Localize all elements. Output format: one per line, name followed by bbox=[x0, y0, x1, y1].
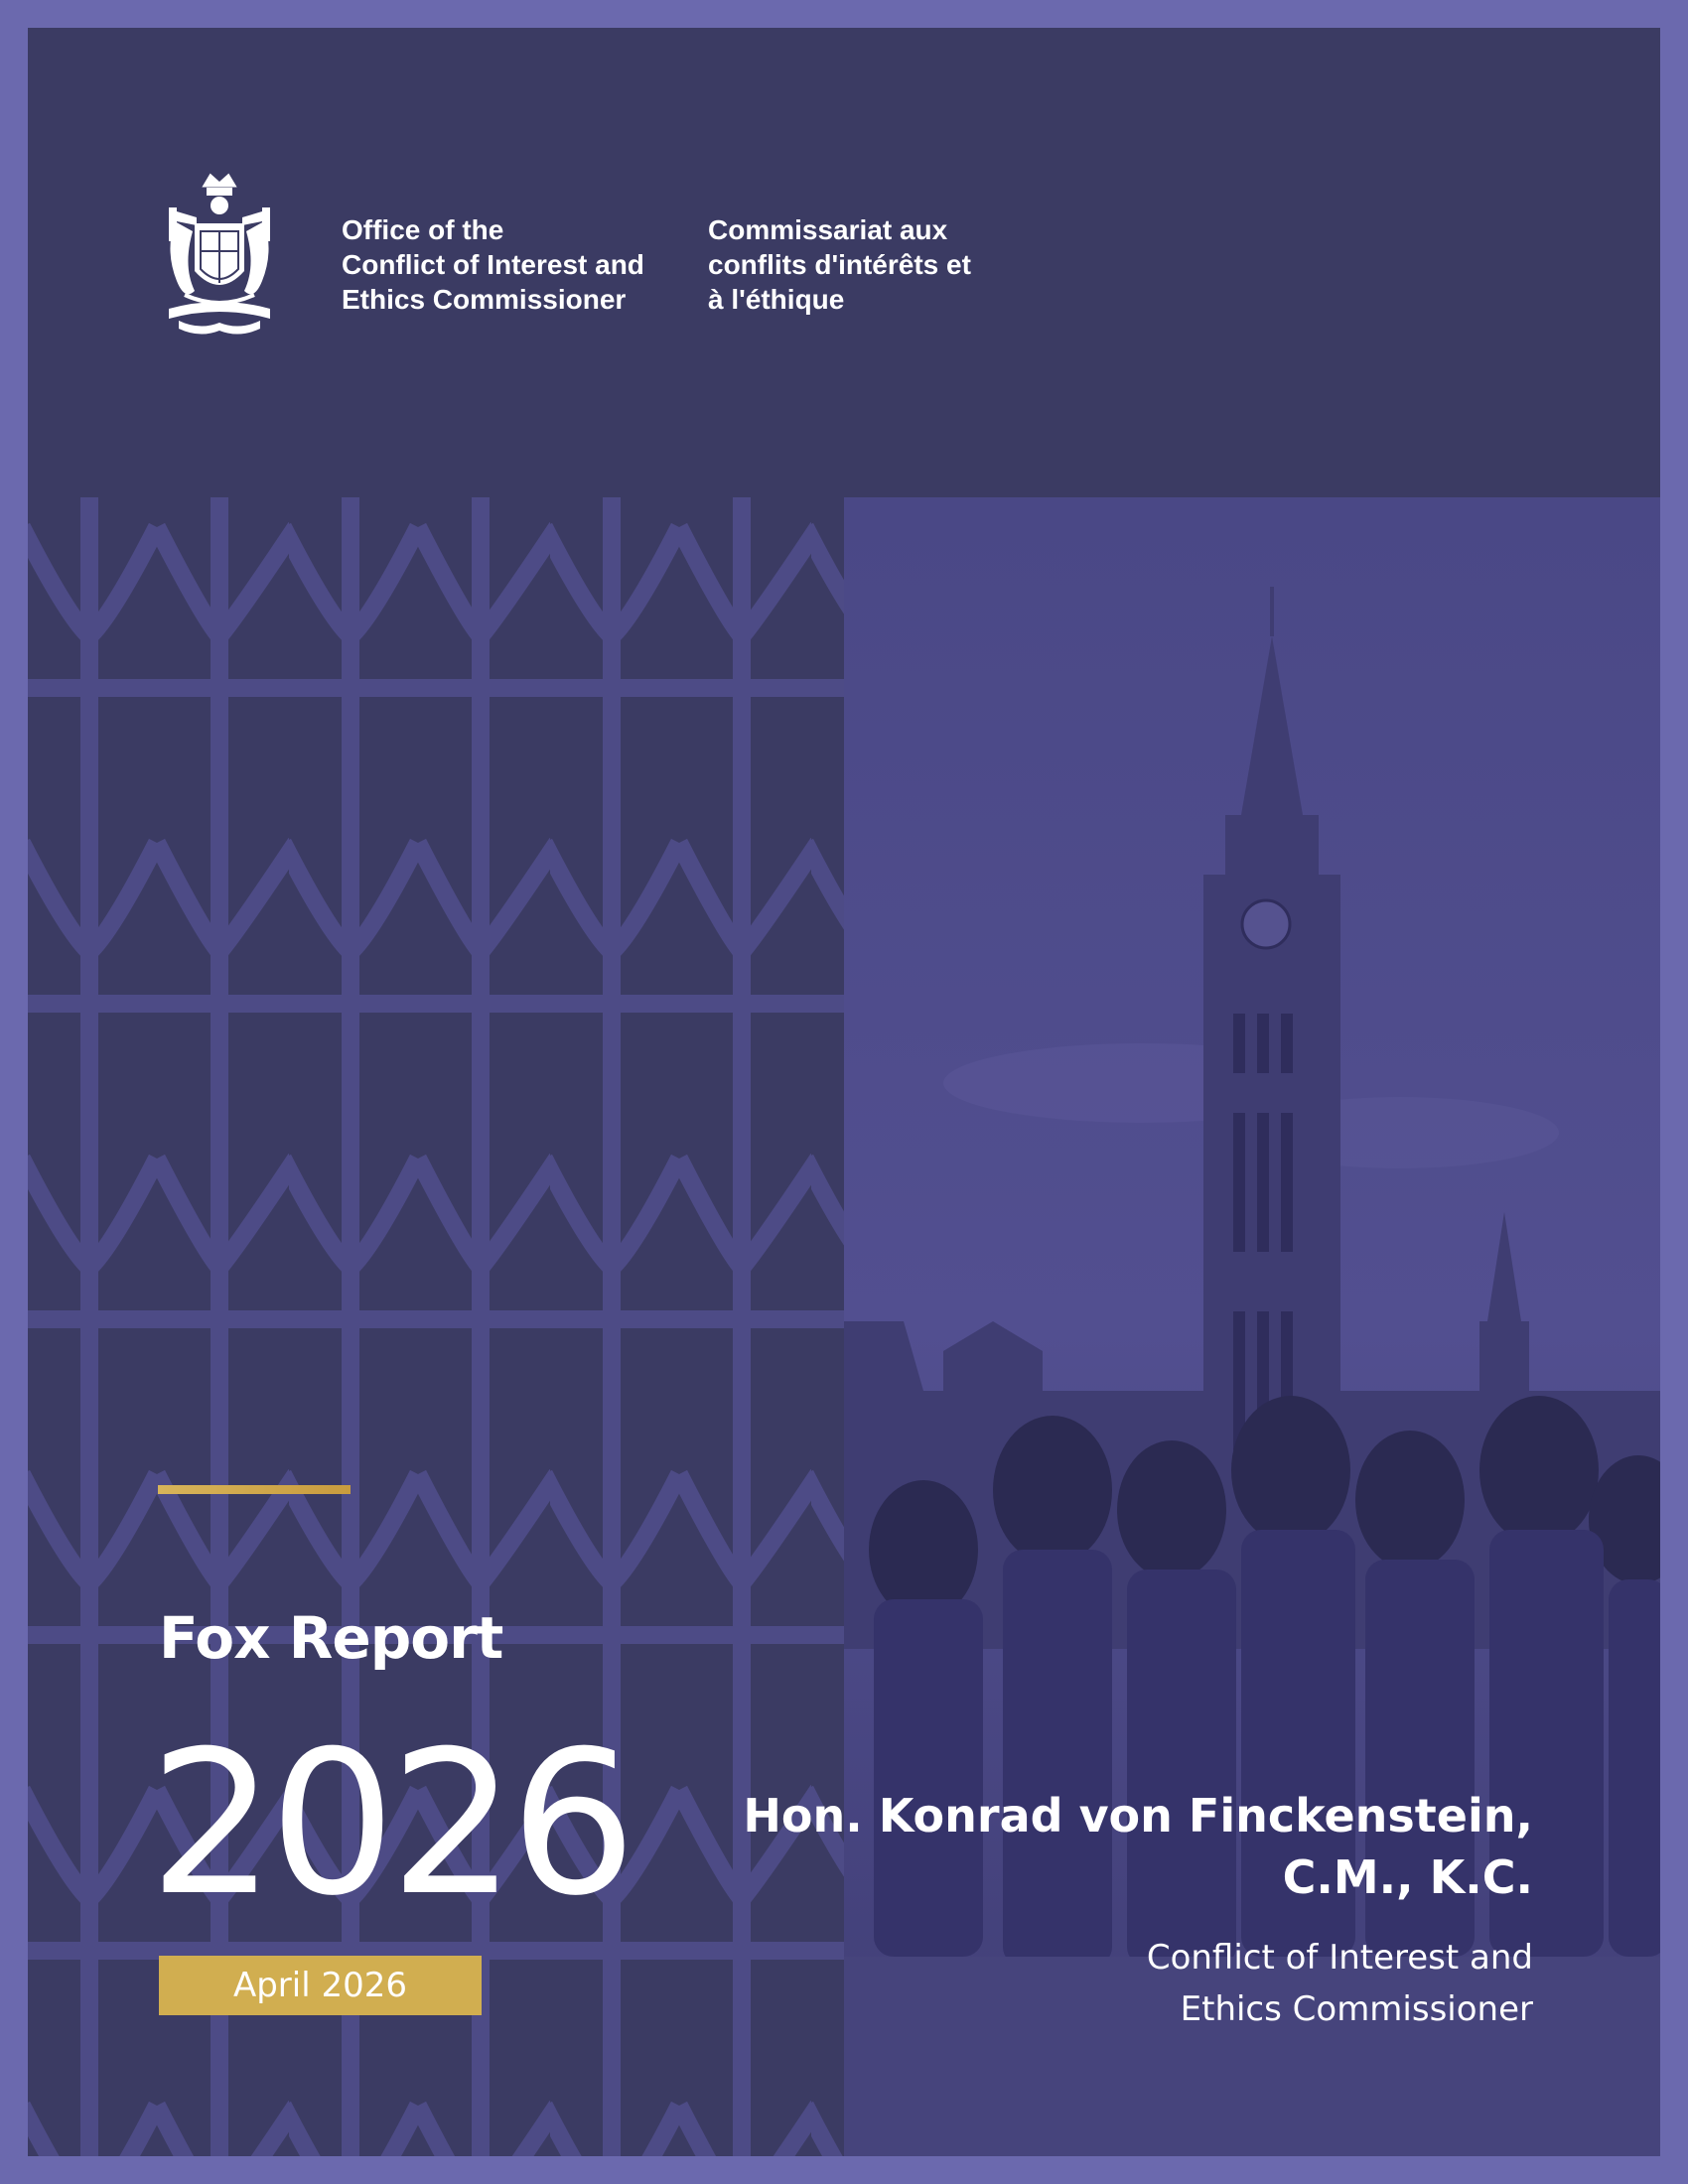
gold-accent-rule bbox=[158, 1485, 351, 1494]
office-fr-line: Commissariat aux bbox=[708, 214, 948, 245]
office-fr-line: conflits d'intérêts et bbox=[708, 249, 971, 280]
report-date: April 2026 bbox=[232, 1966, 408, 2005]
date-badge bbox=[159, 1956, 482, 2015]
office-en-line: Conflict of Interest and bbox=[342, 249, 644, 280]
commissioner-name-line: Hon. Konrad von Finckenstein, bbox=[743, 1789, 1533, 1843]
header-band bbox=[28, 28, 1660, 497]
office-name-english bbox=[342, 212, 679, 317]
report-cover bbox=[28, 28, 1660, 2156]
report-year: 2026 bbox=[149, 1708, 631, 1940]
commissioner-block bbox=[743, 1785, 1533, 2035]
commissioner-role-line: Ethics Commissioner bbox=[1180, 1989, 1533, 2029]
coat-of-arms-icon bbox=[155, 172, 284, 341]
commissioner-role-line: Conflict of Interest and bbox=[1146, 1938, 1533, 1978]
office-name-french bbox=[708, 212, 1046, 317]
office-en-line: Ethics Commissioner bbox=[342, 284, 627, 315]
commissioner-name-line: C.M., K.C. bbox=[1282, 1850, 1533, 1904]
report-title: Fox Report bbox=[159, 1604, 503, 1672]
office-en-line: Office of the bbox=[342, 214, 504, 245]
office-fr-line: à l'éthique bbox=[708, 284, 845, 315]
